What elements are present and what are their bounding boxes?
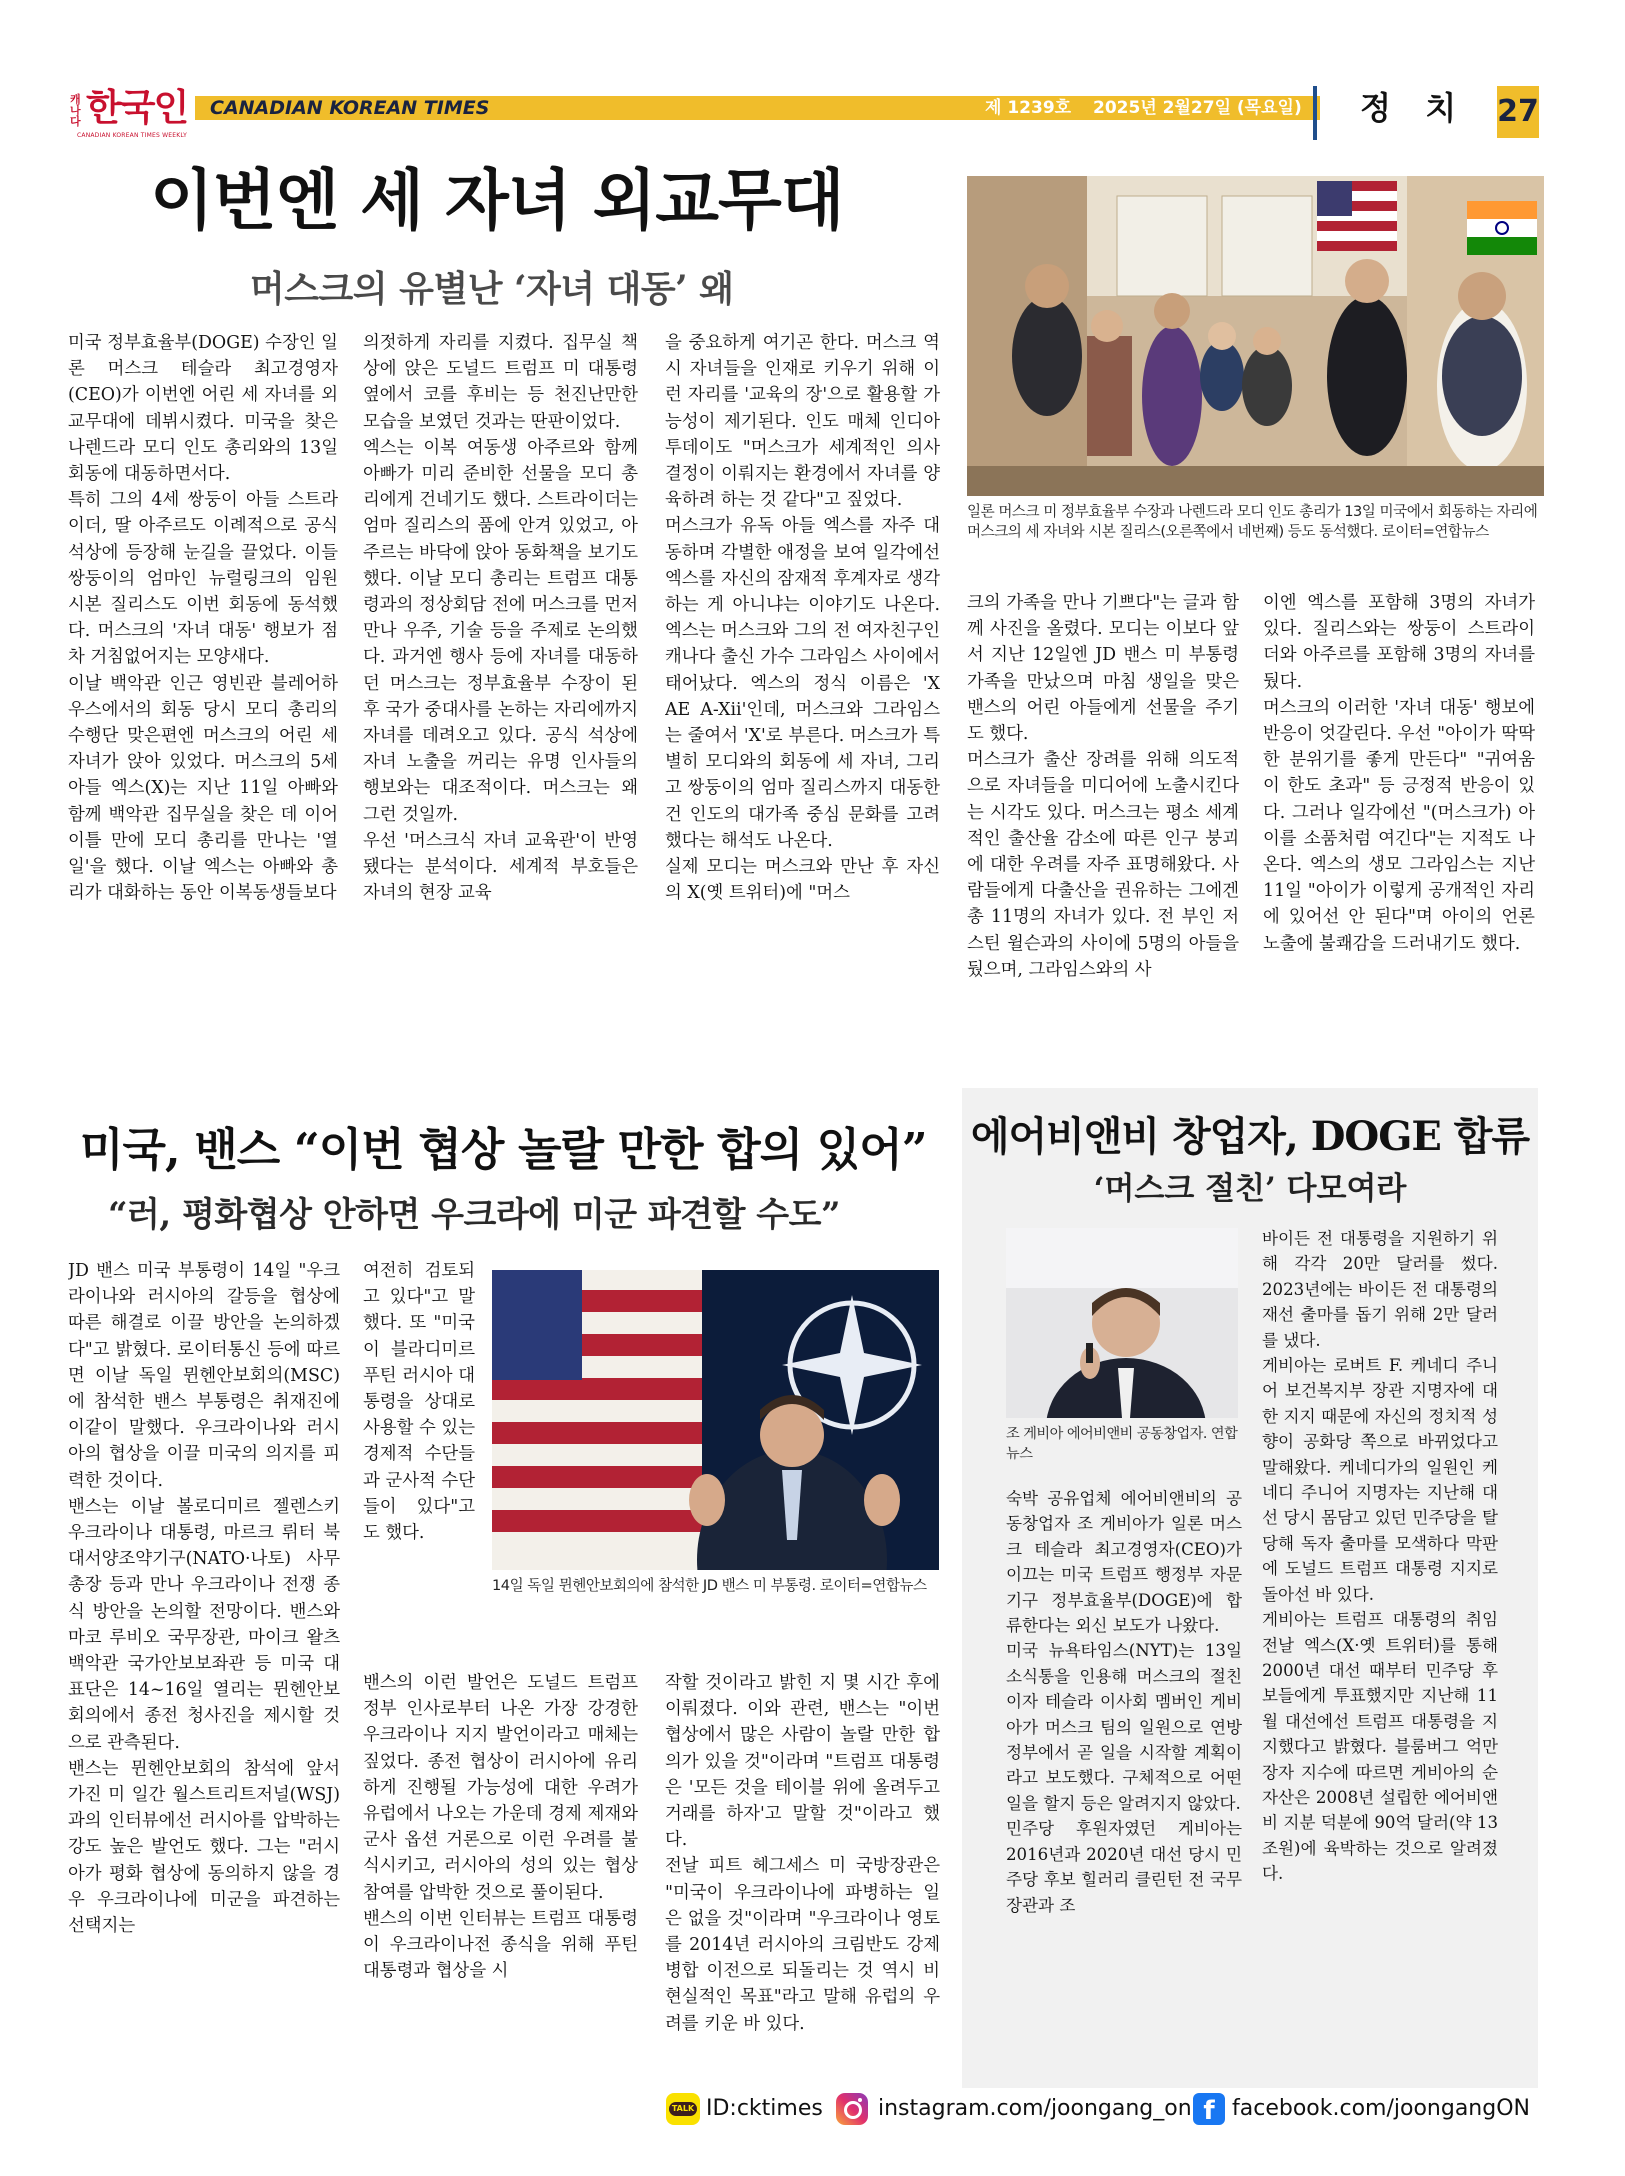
paper-name: CANADIAN KOREAN TIMES xyxy=(210,97,490,119)
instagram-icon xyxy=(836,2093,868,2125)
article1-headline: 이번엔 세 자녀 외교무대 xyxy=(150,161,844,239)
facebook-link[interactable]: facebook.com/joongangON xyxy=(1232,2096,1530,2121)
article1-photo xyxy=(967,176,1544,496)
footer-social xyxy=(666,2090,1546,2130)
logo-subtitle: CANADIAN KOREAN TIMES WEEKLY xyxy=(77,132,187,139)
article3-column-2: 바이든 전 대통령을 지원하기 위해 각각 20만 달러를 썼다. 2023년에는 바이든 전 대통령의 재선 출마를 돕기 위해 2만 달러를 냈다. 게비아는 로버트 F. 케네디 주니어 보건복지부 장관 지명자에 대한 지지 때문에 자신의 정치적 성향이 공화당 쪽으로 바뀌었다고 말해왔다. 케네디가의 일원인 케네디 주니어 지명자는 지난해 대선 당시 몸담고 있던 민주당을 탈당해 독자 출마를 모색하다 막판에 도널드 트럼프 대통령 지지로 돌아선 바 있다. 게비아는 트럼프 대통령의 취임 전날 엑스(X·옛 트위터)를 통해 2000년 대선 때부터 민주당 후보들에게 투표했지만 지난해 11월 대선에선 트럼프 대통령을 지지했다고 밝혔다. 블룸버그 억만장자 지수에 따르면 게비아의 순자산은 2008년 설립한 에어비앤비 지분 덕분에 90억 달러(약 13조원)에 육박하는 것으로 알려졌다. xyxy=(1262,1229,1498,1884)
issue-number: 제 1239호 xyxy=(985,98,1072,118)
kakaotalk-id[interactable]: ID:cktimes xyxy=(706,2096,823,2121)
section-title: 정 치 xyxy=(1360,89,1461,127)
article2-column-2b: 밴스의 이런 발언은 도널드 트럼프 정부 인사로부터 나온 가장 강경한 우크라이나 지지 발언이라고 매체는 짚었다. 종전 협상이 러시아에 유리하게 진행될 가능성에 대한 우려가 유럽에서 나오는 가운데 경제 제재와 군사 옵션 거론으로 이런 우려를 불식시키고, 러시아의 성의 있는 협상 참여를 압박한 것으로 풀이된다. 밴스의 이번 인터뷰는 트럼프 대통령이 우크라이나전 종식을 위해 푸틴 대통령과 협상을 시 xyxy=(363,1673,638,1982)
gebbia-photo-illustration xyxy=(1006,1228,1238,1418)
article2-column-1: JD 밴스 미국 부통령이 14일 "우크라이나와 러시아의 갈등을 협상에 따른 해결로 이끌 방안을 논의하겠다"고 밝혔다. 로이터통신 등에 따르면 이날 독일 뮌헨안보회의(MSC)에 참석한 밴스 부통령은 취재진에 이같이 말했다. 우크라이나와 러시아의 협상을 이끌 미국의 의지를 피력한 것이다. 밴스는 이날 볼로디미르 젤렌스키 우크라이나 대통령, 마르크 뤼터 북대서양조약기구(NATO·나토) 사무총장 등과 만나 우크라이나 전쟁 종식 방안을 논의할 전망이다. 밴스와 마코 루비오 국무장관, 마이크 왈츠 백악관 국가안보보좌관 등 미국 대표단은 14~16일 열리는 뮌헨안보회의에서 종전 청사진을 제시할 것으로 관측된다. 밴스는 뮌헨안보회의 참석에 앞서 가진 미 일간 월스트리트저널(WSJ)과의 인터뷰에선 러시아를 압박하는 강도 높은 발언도 했다. 그는 "러시아가 평화 협상에 동의하지 않을 경우 우크라이나에 미군을 파견하는 선택지는 xyxy=(68,1261,340,1937)
article1-subhead: 머스크의 유별난 ‘자녀 대동’ 왜 xyxy=(250,268,734,310)
meeting-photo-illustration xyxy=(967,176,1544,496)
kakaotalk-icon xyxy=(666,2093,700,2125)
article2-subhead: “러, 평화협상 안하면 우크라에 미군 파견할 수도” xyxy=(108,1195,841,1235)
article1-column-2: 의젓하게 자리를 지켰다. 집무실 책상에 앉은 도널드 트럼프 미 대통령 옆에서 코를 후비는 등 천진난만한 모습을 보였던 것과는 딴판이었다. 엑스는 이복 여동생 아주르와 함께 아빠가 미리 준비한 선물을 모디 총리에게 건네기도 했다. 스트라이더는 엄마 질리스의 품에 안겨 있었고, 아주르는 바닥에 앉아 동화책을 보기도 했다. 이날 모디 총리는 트럼프 대통령과의 정상회담 전에 머스크를 먼저 만나 우주, 기술 등을 주제로 논의했다. 과거엔 행사 등에 자녀를 대동하던 머스크는 정부효율부 수장이 된 후 국가 중대사를 논하는 자리에까지 자녀를 데려오고 있다. 공식 석상에 자녀 노출을 꺼리는 유명 인사들의 행보와는 대조적이다. 머스크는 왜 그런 것일까. 우선 '머스크식 자녀 교육관'이 반영됐다는 분석이다. 세계적 부호들은 자녀의 현장 교육 xyxy=(363,333,638,904)
page-number: 27 xyxy=(1497,86,1539,138)
kakaotalk-badge-text: TALK xyxy=(669,2102,697,2116)
article3-column-1: 숙박 공유업체 에어비앤비의 공동창업자 조 게비아가 일론 머스크 테슬라 최고경영자(CEO)가 이끄는 미국 트럼프 행정부 자문기구 정부효율부(DOGE)에 합류한다는 외신 보도가 나왔다. 미국 뉴욕타임스(NYT)는 13일 소식통을 인용해 머스크의 절친이자 테슬라 이사회 멤버인 게비아가 머스크 팀의 일원으로 연방 정부에서 곧 일을 시작할 계획이라고 보도했다. 구체적으로 어떤 일을 할지 등은 알려지지 않았다. 민주당 후원자였던 게비아는 2016년과 2020년 대선 당시 민주당 후보 힐러리 클린턴 전 국무장관과 조 xyxy=(1006,1489,1242,1915)
logo: 한국인 xyxy=(86,86,188,129)
article2-photo-caption: 14일 독일 뮌헨안보회의에 참석한 JD 밴스 미 부통령. 로이터=연합뉴스 xyxy=(492,1577,927,1594)
masthead xyxy=(0,80,1625,150)
logo-side: 캐나다 xyxy=(70,93,81,128)
article3-photo xyxy=(1006,1228,1238,1418)
instagram-link[interactable]: instagram.com/joongang_on xyxy=(878,2096,1192,2121)
vance-photo-illustration xyxy=(492,1270,939,1570)
issue-date: 2025년 2월27일 (목요일) xyxy=(1093,98,1302,118)
article1-photo-caption: 일론 머스크 미 정부효율부 수장과 나렌드라 모디 인도 총리가 13일 미국에서 회동하는 자리에 머스크의 세 자녀와 시본 질리스(오른쪽에서 네번째) 등도 동석했다. 로이터=연합뉴스 xyxy=(967,503,1538,540)
article3-subhead: ‘머스크 절친’ 다모여라 xyxy=(1093,1171,1407,1207)
article2-column-2a: 여전히 검토되고 있다"고 말했다. 또 "미국이 블라디미르 푸틴 러시아 대통령을 상대로 사용할 수 있는 경제적 수단들과 군사적 수단들이 있다"고도 했다. xyxy=(363,1261,475,1544)
article1-column-3: 을 중요하게 여기곤 한다. 머스크 역시 자녀들을 인재로 키우기 위해 이런 자리를 '교육의 장'으로 활용할 가능성이 제기된다. 인도 매체 인디아투데이도 "머스크가 세계적인 의사 결정이 이뤄지는 환경에서 자녀를 양육하려 하는 것 같다"고 짚었다. 머스크가 유독 아들 엑스를 자주 대동하며 각별한 애정을 보여 일각에선 엑스를 자신의 잠재적 후계자로 생각하는 게 아니냐는 이야기도 나온다. 엑스는 머스크와 그의 전 여자친구인 캐나다 출신 가수 그라임스 사이에서 태어났다. 엑스의 정식 이름은 'X AE A-Xii'인데, 머스크와 그라임스는 줄여서 'X'로 부른다. 머스크가 특별히 모디와의 회동에 세 자녀, 그리고 쌍둥이의 엄마 질리스까지 대동한 건 인도의 대가족 중심 문화를 고려했다는 해석도 나온다. 실제 모디는 머스크와 만난 후 자신의 X(옛 트위터)에 "머스 xyxy=(665,333,940,904)
masthead-rule xyxy=(1313,86,1317,140)
article1-column-4: 크의 가족을 만나 기쁘다"는 글과 함께 사진을 올렸다. 모디는 이보다 앞서 지난 12일엔 JD 밴스 미 부통령 가족을 만났으며 마침 생일을 맞은 밴스의 어린 아들에게 선물을 주기도 했다. 머스크가 출산 장려를 위해 의도적으로 자녀들을 미디어에 노출시킨다는 시각도 있다. 머스크는 평소 세계적인 출산율 감소에 따른 인구 붕괴에 대한 우려를 자주 표명해왔다. 사람들에게 다출산을 권유하는 그에겐 총 11명의 자녀가 있다. 전 부인 저스틴 윌슨과의 사이에 5명의 아들을 뒀으며, 그라임스와의 사 xyxy=(967,593,1239,980)
article1-column-5: 이엔 엑스를 포함해 3명의 자녀가 있다. 질리스와는 쌍둥이 스트라이더와 아주르를 포함해 3명의 자녀를 뒀다. 머스크의 이러한 '자녀 대동' 행보에 반응이 엇갈린다. 우선 "아이가 딱딱한 분위기를 좋게 만든다" "귀여움이 한도 초과" 등 긍정적 반응이 있다. 그러나 일각에선 "(머스크가) 아이를 소품처럼 여긴다"는 지적도 나온다. 엑스의 생모 그라임스는 지난 11일 "아이가 이렇게 공개적인 자리에 있어선 안 된다"며 아이의 언론 노출에 불쾌감을 드러내기도 했다. xyxy=(1263,593,1535,954)
article2-column-3: 작할 것이라고 밝힌 지 몇 시간 후에 이뤄졌다. 이와 관련, 밴스는 "이번 협상에서 많은 사람이 놀랄 만한 합의가 있을 것"이라며 "트럼프 대통령은 '모든 것을 테이블 위에 올려두고 거래를 하자'고 말할 것"이라고 했다. 전날 피트 헤그세스 미 국방장관은 "미국이 우크라이나에 파병하는 일은 없을 것"이라며 "우크라이나 영토를 2014년 러시아의 크림반도 강제 병합 이전으로 되돌리는 것 역시 비현실적인 목표"라고 말해 유럽의 우려를 키운 바 있다. xyxy=(665,1673,940,2034)
article2-headline: 미국, 밴스 “이번 협상 놀랄 만한 합의 있어” xyxy=(80,1123,927,1176)
facebook-icon: f xyxy=(1193,2093,1225,2125)
article3-photo-caption: 조 게비아 에어비앤비 공동창업자. 연합뉴스 xyxy=(1006,1426,1238,1462)
article1-column-1: 미국 정부효율부(DOGE) 수장인 일론 머스크 테슬라 최고경영자(CEO)가 이번엔 어린 세 자녀를 외교무대에 데뷔시켰다. 미국을 찾은 나렌드라 모디 인도 총리와의 13일 회동에 대동하면서다. 특히 그의 4세 쌍둥이 아들 스트라이더, 딸 아주르도 이례적으로 공식 석상에 등장해 눈길을 끌었다. 이들 쌍둥이의 엄마인 뉴럴링크의 임원 시본 질리스도 이번 회동에 동석했다. 머스크의 '자녀 대동' 행보가 점차 거침없어지는 모양새다. 이날 백악관 인근 영빈관 블레어하우스에서의 회동 당시 모디 총리의 수행단 맞은편엔 머스크의 어린 세 자녀가 앉아 있었다. 머스크의 5세 아들 엑스(X)는 지난 11일 아빠와 함께 백악관 집무실을 찾은 데 이어 이틀 만에 모디 총리를 만나는 '열일'을 했다. 이날 엑스는 아빠와 총리가 대화하는 동안 이복동생들보다 xyxy=(68,333,338,904)
article3-headline: 에어비앤비 창업자, DOGE 합류 xyxy=(970,1113,1530,1160)
article2-photo xyxy=(492,1270,939,1570)
